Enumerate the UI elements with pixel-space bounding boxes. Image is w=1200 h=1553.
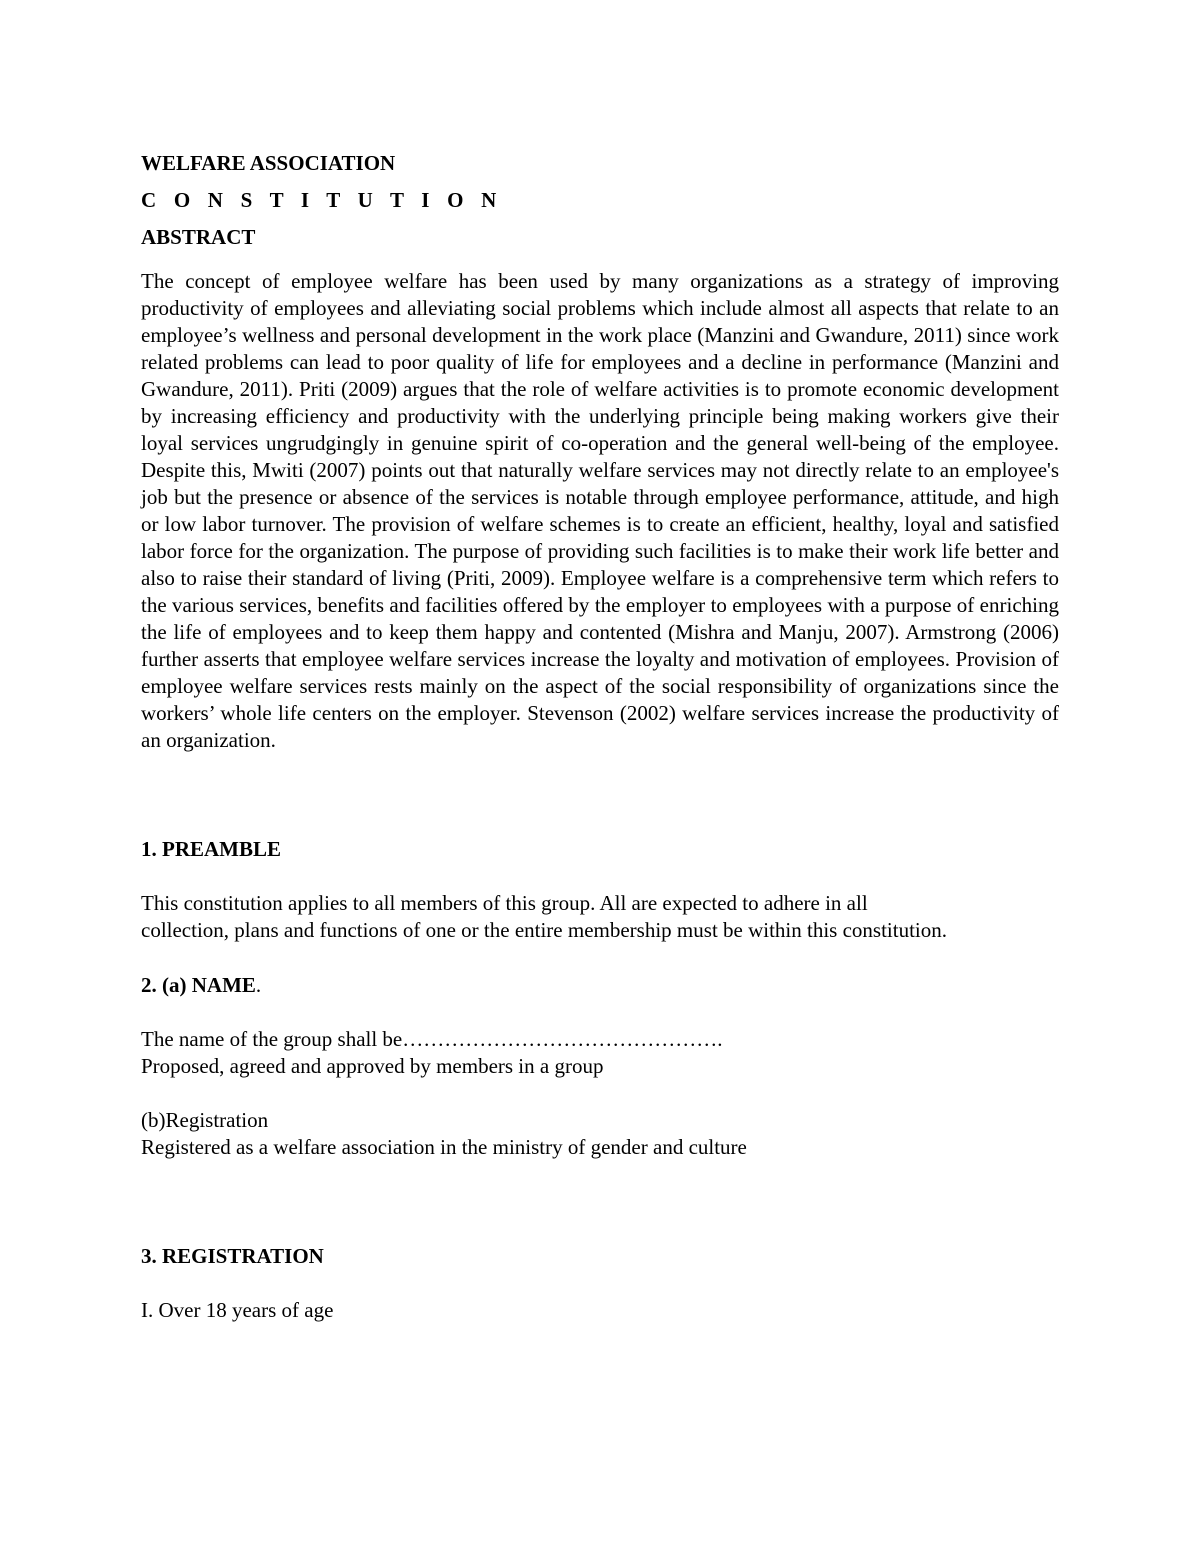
name-heading-text: 2. (a) NAME [141,973,256,997]
registration-body [141,1297,1059,1324]
preamble-line-2: collection, plans and functions of one or the entire membership must be within this constitution. [141,918,948,942]
group-name-line: The name of the group shall be………………………………………. [141,1027,723,1051]
registration-subheading: (b)Registration [141,1108,269,1132]
preamble-body [141,890,1059,944]
registration-subline: Registered as a welfare association in the ministry of gender and culture [141,1135,747,1159]
registration-item-1: I. Over 18 years of age [141,1298,334,1322]
name-heading-suffix: . [255,973,262,997]
document-subtitle: C O N S T I T U T I O N [141,188,503,212]
name-body [141,1026,1059,1161]
name-heading [141,972,1059,999]
registration-heading: 3. REGISTRATION [141,1244,324,1268]
preamble-heading: 1. PREAMBLE [141,837,282,861]
preamble-line-1: This constitution applies to all members of this group. All are expected to adhere in all [141,891,868,915]
abstract-heading: ABSTRACT [141,225,256,249]
document-content [141,150,1059,1324]
spacer [141,1080,1059,1107]
abstract-body: The concept of employee welfare has been used by many organizations as a strategy of improving productivity of employees and alleviating social problems which include almost all aspects that relate to an employee’s wellness and personal development in the work place (Manzini and Gwandure, 2011) since work related problems can lead to poor quality of life for employees and a decline in performance (Manzini and Gwandure, 2011). Priti (2009) argues that the role of welfare activities is to promote economic development by increasing efficiency and productivity with the underlying principle being making workers give their loyal services ungrudgingly in genuine spirit of co-operation and the general well-being of the employee. Despite this, Mwiti (2007) points out that naturally welfare services may not directly relate to an employee's job but the presence or absence of the services is notable through employee performance, attitude, and high or low labor turnover. The provision of welfare schemes is to create an efficient, healthy, loyal and satisfied labor force for the organization. The purpose of providing such facilities is to make their work life better and also to raise their standard of living (Priti, 2009). Employee welfare is a comprehensive term which refers to the various services, benefits and facilities offered by the employer to employees with a purpose of enriching the life of employees and to keep them happy and contented (Mishra and Manju, 2007). Armstrong (2006) further asserts that employee welfare services increase the loyalty and motivation of employees. Provision of employee welfare services rests mainly on the aspect of the social responsibility of organizations since the workers’ whole life centers on the employer. Stevenson (2002) welfare services increase the productivity of an organization. [141,269,1059,752]
group-name-approval-line: Proposed, agreed and approved by members in a group [141,1054,604,1078]
document-title: WELFARE ASSOCIATION [141,151,396,175]
